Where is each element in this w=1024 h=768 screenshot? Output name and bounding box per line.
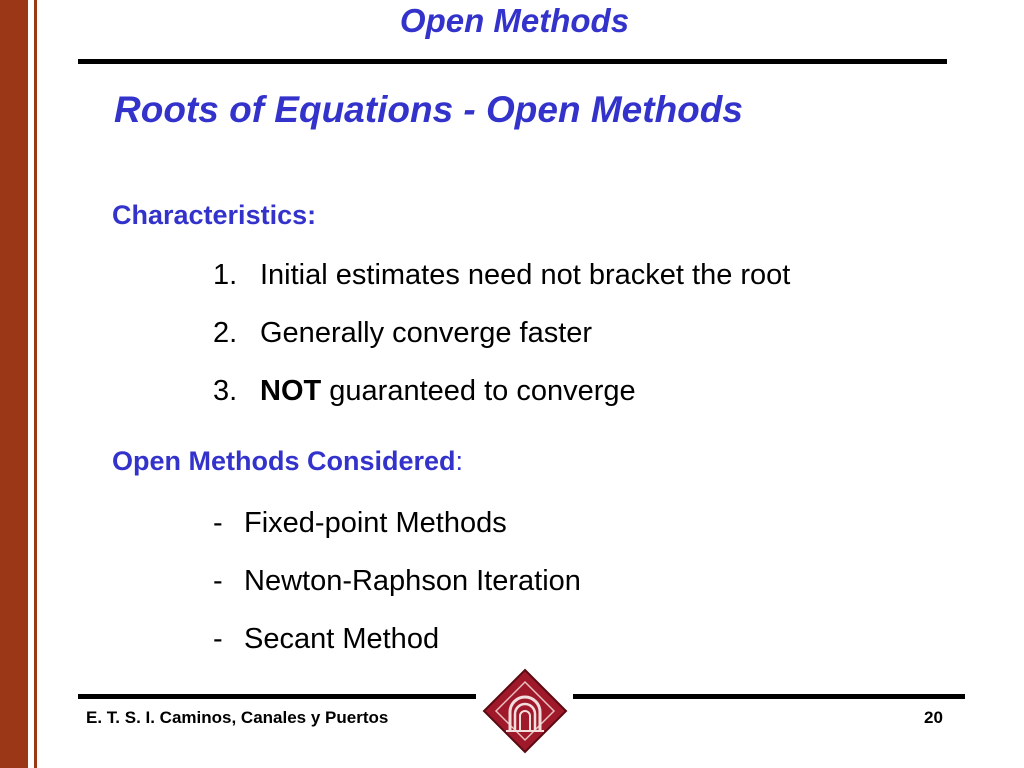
- footer-institution: E. T. S. I. Caminos, Canales y Puertos: [86, 708, 389, 727]
- left-border-line: [34, 0, 37, 768]
- list-text: Generally converge faster: [260, 317, 593, 349]
- footer-divider-left: [78, 694, 476, 699]
- list-text: Secant Method: [244, 623, 440, 655]
- list-text: Fixed-point Methods: [244, 507, 507, 539]
- characteristic-item-1: [213, 259, 790, 292]
- slide-title: Roots of Equations - Open Methods: [114, 89, 743, 130]
- method-item-secant: [213, 623, 439, 656]
- list-emphasis: NOT: [260, 375, 322, 407]
- school-logo-icon: [482, 668, 568, 754]
- list-text: Initial estimates need not bracket the root: [260, 259, 791, 291]
- list-bullet: -: [213, 507, 223, 539]
- characteristics-heading: Characteristics:: [112, 200, 317, 230]
- left-border-band: [0, 0, 28, 768]
- page-number: 20: [924, 708, 943, 727]
- footer-divider-right: [573, 694, 965, 699]
- list-number: 1.: [213, 259, 238, 291]
- method-item-newton-raphson: [213, 565, 581, 598]
- methods-heading: [112, 446, 463, 477]
- list-text: Newton-Raphson Iteration: [244, 565, 581, 597]
- characteristic-item-3: [213, 375, 636, 408]
- methods-heading-colon: :: [455, 446, 464, 476]
- characteristic-item-2: [213, 317, 592, 350]
- header-title: Open Methods: [399, 2, 630, 39]
- header-divider: [78, 59, 947, 64]
- methods-heading-text: Open Methods Considered: [112, 446, 456, 476]
- list-bullet: -: [213, 623, 223, 655]
- list-text: guaranteed to converge: [321, 375, 636, 407]
- list-bullet: -: [213, 565, 223, 597]
- list-number: 2.: [213, 317, 238, 349]
- list-number: 3.: [213, 375, 238, 407]
- method-item-fixed-point: [213, 507, 507, 540]
